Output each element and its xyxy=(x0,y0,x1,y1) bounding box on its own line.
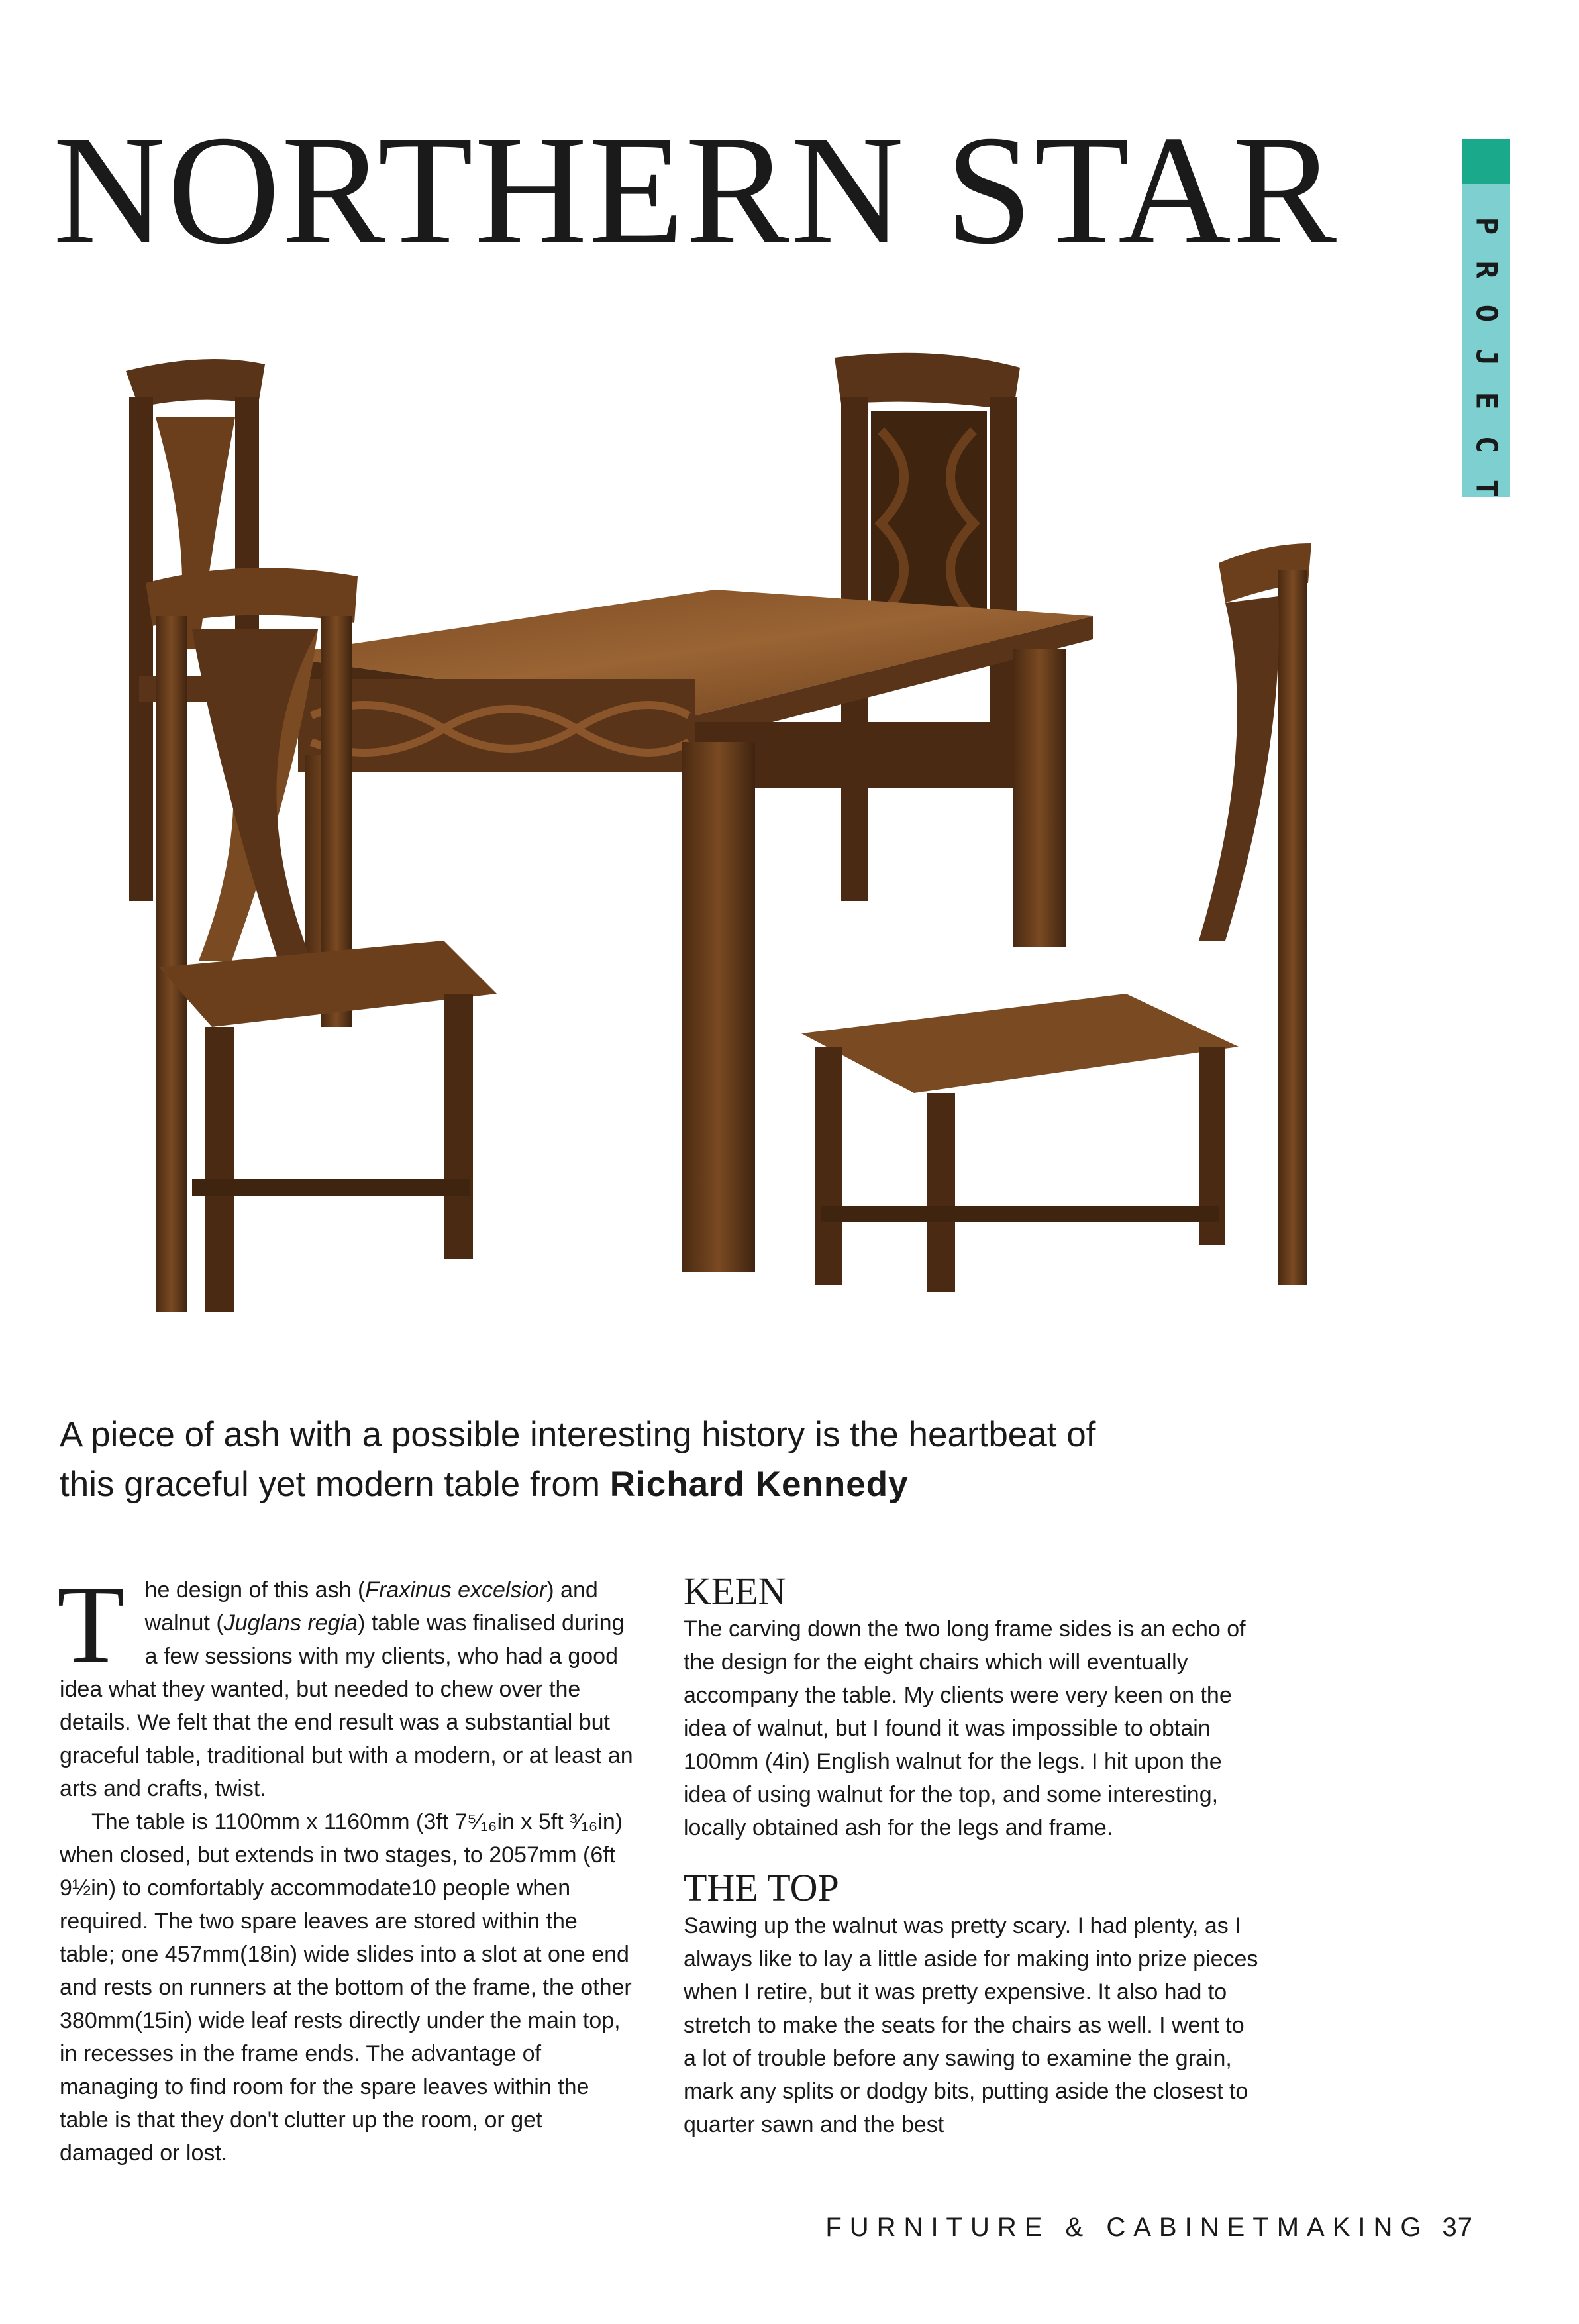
body-paragraph: Sawing up the walnut was pretty scary. I had plenty, as I always like to lay a little aside for making into prize pieces when I retire, but it was pretty expensive. It also had to stretch to make the seats for the chairs as well. I went to a lot of trouble before any sawing to examine the grain, mark any splits or dodgy bits, putting aside the closest to quarter sawn and the best xyxy=(684,1913,1258,2137)
magazine-name: FURNITURE & CABINETMAKING xyxy=(825,2213,1429,2242)
section-tab-letter: O xyxy=(1469,304,1503,323)
page-footer xyxy=(825,2213,1473,2243)
section-tab-letter: T xyxy=(1469,479,1503,497)
section-tab-letter: J xyxy=(1469,348,1503,366)
section-heading: KEEN xyxy=(684,1569,786,1612)
body-paragraph: The carving down the two long frame sides is an echo of the design for the eight chairs which will eventually accompany the table. My clients were very keen on the idea of walnut, but I found it was impossible to obtain 100mm (4in) English walnut for the legs. I hit upon the idea of using walnut for the top, and some interesting, locally obtained ash for the legs and frame. xyxy=(684,1616,1246,1840)
article-column-right xyxy=(684,1570,1260,2141)
section-tab-letter: C xyxy=(1469,435,1503,454)
standfirst-text: A piece of ash with a possible interesting history is the heartbeat of this graceful yet modern table from xyxy=(60,1415,1096,1505)
dining-table xyxy=(272,590,1093,1272)
species-name: Fraxinus excelsior xyxy=(365,1577,547,1603)
page-number: 37 xyxy=(1442,2213,1473,2242)
table-and-chairs-photo xyxy=(99,344,1384,1351)
species-name: Juglans regia xyxy=(223,1611,358,1636)
section-tab-letter: P xyxy=(1469,217,1503,235)
article-column-left xyxy=(57,1563,636,2170)
standfirst xyxy=(60,1410,1119,1510)
drop-cap: T xyxy=(57,1563,125,1686)
author-name: Richard Kennedy xyxy=(609,1465,909,1505)
section-tab xyxy=(1462,139,1510,497)
intro-paragraph: The design of this ash (Fraxinus excelsior) and walnut (Juglans regia) table was finalised during a few sessions with my clients, who had a good idea what they wanted, but needed to chew over the details. We felt that the end result was a substantial but graceful table, traditional but with a modern, or at least an arts and crafts, twist. xyxy=(57,1563,633,1801)
section-tab-letter: E xyxy=(1469,392,1503,410)
page-title: NORTHERN STAR xyxy=(53,104,1339,277)
section-heading: THE TOP xyxy=(684,1866,839,1909)
section-tab-letter: R xyxy=(1469,260,1503,279)
body-paragraph: The table is 1100mm x 1160mm (3ft 7⁵⁄₁₆in x 5ft ³⁄₁₆in) when closed, but extends in two stages, to 2057mm (6ft 9½in) to comfortably accommodate10 people when required. The two spare leaves are stored within the table; one 457mm(18in) wide slides into a slot at one end and rests on runners at the bottom of the frame, the other 380mm(15in) wide leaf rests directly under the main top, in recesses in the frame ends. The advantage of managing to find room for the spare leaves within the table is that they don't clutter up the room, or get damaged or lost. xyxy=(60,1809,632,2166)
section-tab-accent xyxy=(1462,139,1510,184)
section-tab-label xyxy=(1462,184,1510,497)
